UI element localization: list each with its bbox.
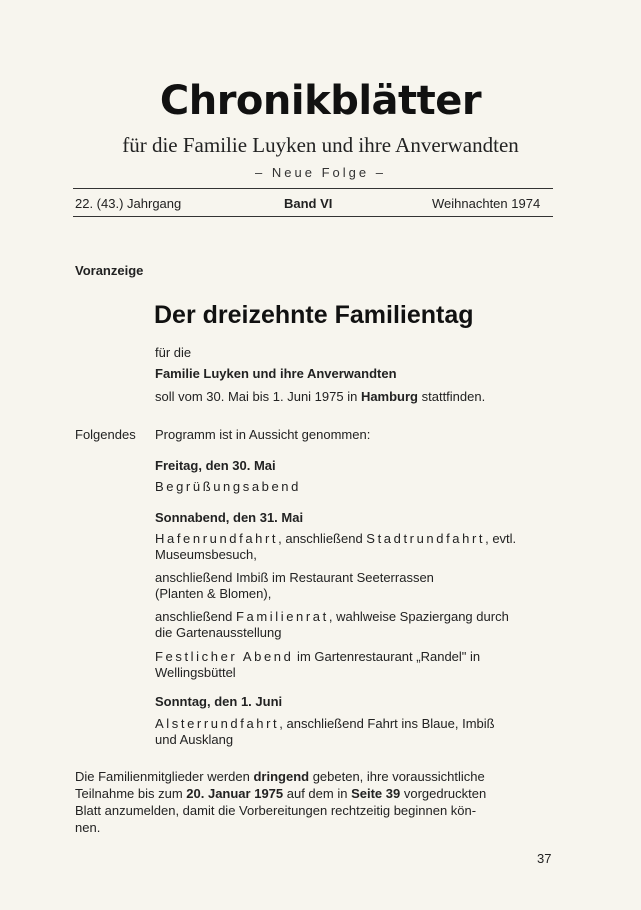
closing-line-3: Blatt anzumelden, damit die Vorbereitungen rechtzeitig beginnen kön- <box>75 803 477 818</box>
page-subtitle: für die Familie Luyken und ihre Anverwandten <box>122 133 519 157</box>
day-title-saturday: Sonnabend, den 31. Mai <box>155 510 304 525</box>
day-title-friday: Freitag, den 30. Mai <box>155 458 276 473</box>
closing-line-4: nen. <box>75 820 101 835</box>
volume-label: 22. (43.) Jahrgang <box>75 196 182 211</box>
city-name: Hamburg <box>360 389 418 404</box>
event-museum-visit: Museumsbesuch, <box>155 547 257 562</box>
announcement-intro: für die <box>155 345 192 360</box>
header-rule-bottom <box>73 216 553 217</box>
announcement-family: Familie Luyken und ihre Anverwandten <box>155 366 397 381</box>
announcement-label: Voranzeige <box>75 263 144 278</box>
header-rule-top <box>73 188 553 189</box>
event-festive-evening: Festlicher Abend im Gartenrestaurant „Randel" in <box>155 649 481 664</box>
announcement-heading: Der dreizehnte Familientag <box>154 301 474 329</box>
event-alster-tour: Alsterrundfahrt, anschließend Fahrt ins Blaue, Imbiß <box>155 716 495 731</box>
event-harbour-tour: Hafenrundfahrt, anschließend Stadtrundfahrt, evtl. <box>155 531 517 546</box>
day-title-sunday: Sonntag, den 1. Juni <box>155 694 283 709</box>
event-festive-venue: Wellingsbüttel <box>155 665 236 680</box>
event-family-council: anschließend Familienrat, wahlweise Spaziergang durch <box>155 609 509 624</box>
closing-line-2: Teilnahme bis zum 20. Januar 1975 auf dem in Seite 39 vorgedruckten <box>75 786 487 801</box>
event-garden-exhibition: die Gartenausstellung <box>155 625 282 640</box>
event-lunch: anschließend Imbiß im Restaurant Seeterrassen <box>155 570 434 585</box>
page-number: 37 <box>537 851 552 866</box>
event-closing: und Ausklang <box>155 732 234 747</box>
series-label: – Neue Folge – <box>255 165 386 180</box>
page-title: Chronikblätter <box>159 78 482 124</box>
program-lead-left: Folgendes <box>75 427 136 442</box>
event-lunch-venue: (Planten & Blomen), <box>155 586 272 601</box>
closing-line-1: Die Familienmitglieder werden dringend gebeten, ihre voraussichtliche <box>75 769 485 784</box>
band-label: Band VI <box>284 196 333 211</box>
program-lead-right: Programm ist in Aussicht genommen: <box>155 427 371 442</box>
announcement-date-line: soll vom 30. Mai bis 1. Juni 1975 in Hamburg stattfinden. <box>155 389 486 404</box>
issue-label: Weihnachten 1974 <box>432 196 541 211</box>
event-welcome-evening: Begrüßungsabend <box>155 479 301 494</box>
